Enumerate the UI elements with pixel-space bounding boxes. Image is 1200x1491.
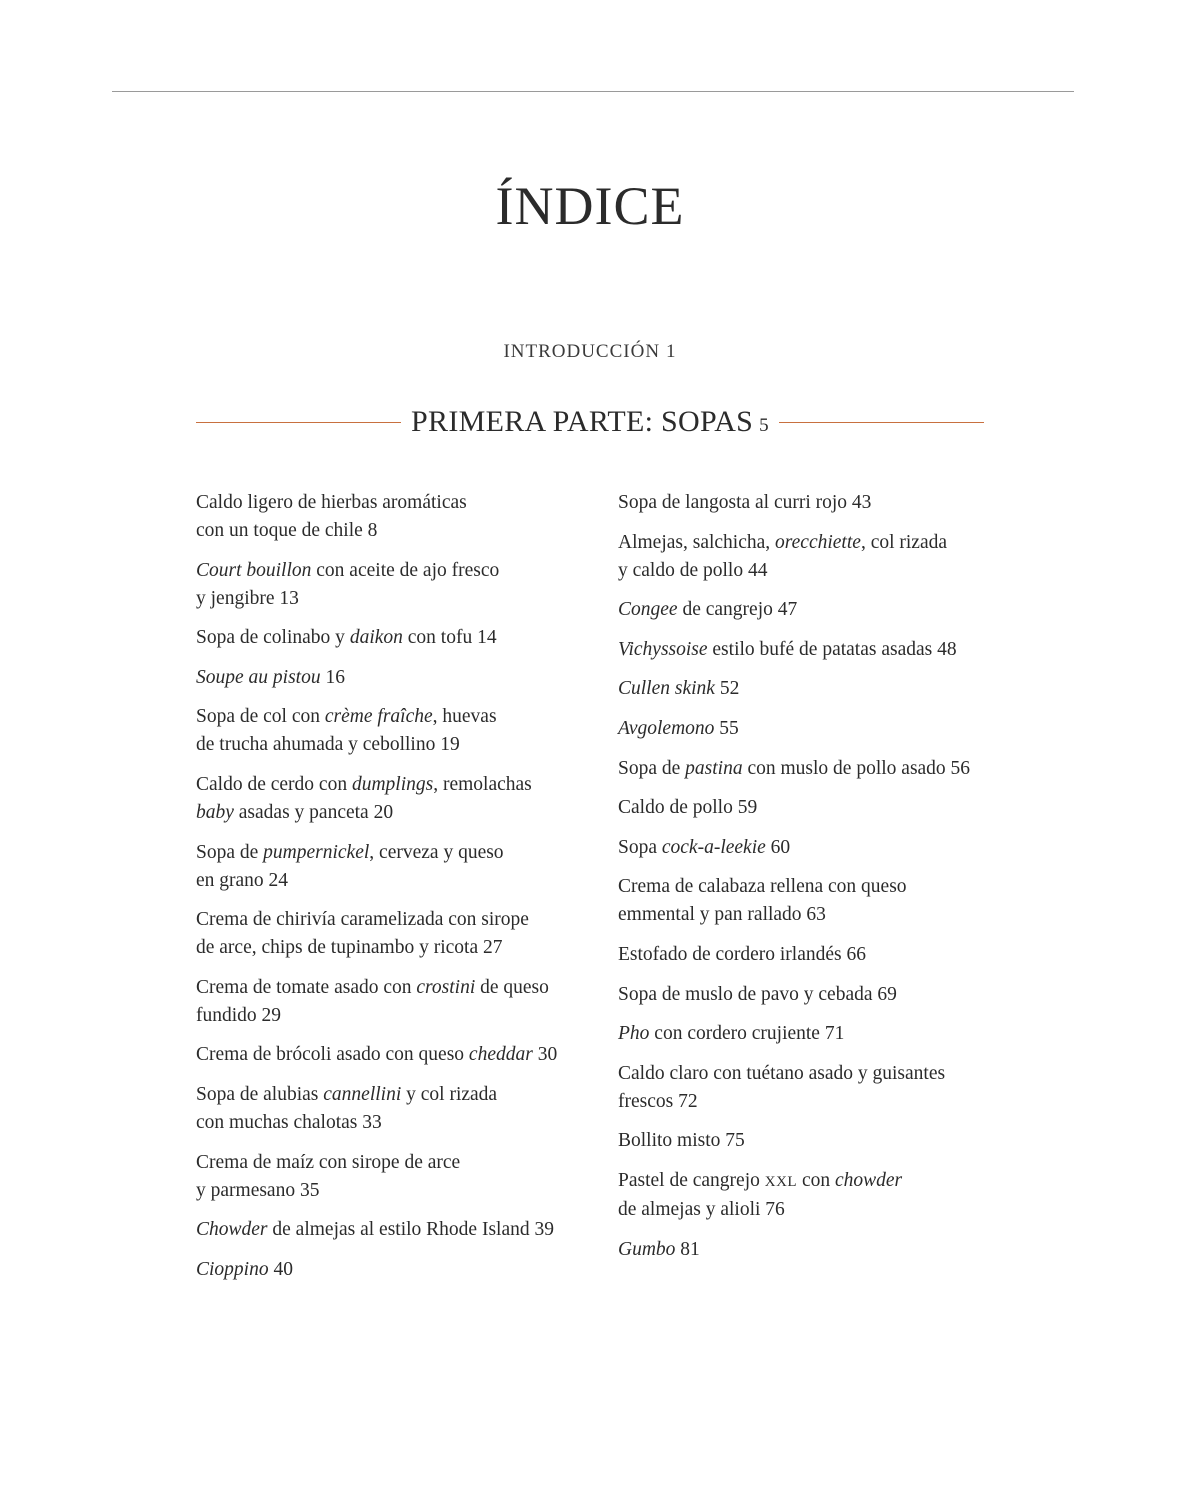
toc-text: frescos 72 (618, 1090, 698, 1112)
toc-entry (618, 755, 1018, 783)
toc-text: 16 (320, 666, 345, 688)
toc-entry-line (618, 794, 1018, 822)
toc-text: y col rizada (401, 1083, 498, 1105)
part-rule-right (779, 422, 984, 423)
toc-entry (618, 596, 1018, 624)
toc-entry-line (618, 755, 1018, 783)
toc-text: de almejas al estilo Rhode Island 39 (267, 1219, 554, 1241)
toc-entry-line (618, 1196, 1018, 1224)
toc-text: Gumbo (618, 1238, 676, 1260)
toc-entry-line (196, 664, 596, 692)
toc-text: Cullen skink (618, 678, 715, 700)
toc-entry (196, 489, 596, 545)
toc-text: , remolachas (433, 773, 532, 795)
toc-text: Bollito misto 75 (618, 1130, 745, 1152)
toc-entry-line (196, 489, 596, 517)
toc-entry-line (196, 906, 596, 934)
toc-text: Sopa de muslo de pavo y cebada 69 (618, 983, 897, 1005)
toc-entry-line (618, 675, 1018, 703)
toc-text: Sopa de (196, 841, 264, 863)
toc-text: Crema de tomate asado con (196, 976, 417, 998)
toc-text: Sopa de (618, 757, 686, 779)
toc-text: orecchiette (775, 531, 861, 553)
toc-entry-line (618, 901, 1018, 929)
toc-text: crostini (416, 976, 476, 998)
toc-text: 81 (675, 1238, 700, 1260)
toc-text: pumpernickel (263, 841, 370, 863)
toc-text: XXL (764, 1173, 798, 1190)
toc-entry (196, 1149, 596, 1205)
toc-text: Pastel de cangrejo (618, 1169, 765, 1191)
toc-entry-line (196, 1081, 596, 1109)
toc-entry-line (196, 1109, 596, 1137)
toc-text: emmental y pan rallado 63 (618, 904, 826, 926)
toc-entry (618, 981, 1018, 1009)
toc-entry (196, 664, 596, 692)
toc-text: crème fraîche (324, 706, 433, 728)
toc-text: y jengibre 13 (196, 587, 299, 609)
toc-entry (196, 839, 596, 895)
part-rule-left (196, 422, 401, 423)
toc-text: de trucha ahumada y cebollino 19 (196, 734, 460, 756)
toc-text: 55 (714, 717, 739, 739)
toc-entry (618, 529, 1018, 585)
toc-text: 40 (268, 1258, 293, 1280)
toc-entry-line (618, 596, 1018, 624)
toc-text: de almejas y alioli 76 (618, 1198, 785, 1220)
toc-text: con tofu 14 (402, 627, 497, 649)
intro-page-number: 1 (666, 341, 677, 362)
toc-entry-line (618, 636, 1018, 664)
toc-text: Crema de calabaza rellena con queso (618, 876, 907, 898)
toc-text: daikon (349, 627, 403, 649)
toc-entry-line (618, 529, 1018, 557)
toc-entry-line (196, 624, 596, 652)
toc-entry (196, 771, 596, 827)
toc-text: con aceite de ajo fresco (311, 559, 500, 581)
toc-text: Pho (618, 1023, 650, 1045)
toc-text: Crema de chirivía caramelizada con sirope (196, 909, 529, 931)
toc-text: de arce, chips de tupinambo y ricota 27 (196, 937, 503, 959)
toc-entry (618, 715, 1018, 743)
toc-text: Sopa de col con (196, 706, 325, 728)
toc-text: con muchas chalotas 33 (196, 1111, 382, 1133)
toc-text: de cangrejo 47 (677, 599, 798, 621)
toc-text: , cerveza y queso (369, 841, 504, 863)
toc-entry (196, 974, 596, 1030)
intro-entry (0, 341, 1180, 363)
toc-entry (196, 557, 596, 613)
intro-label: INTRODUCCIÓN (503, 341, 661, 362)
toc-entry-line (618, 1236, 1018, 1264)
toc-entry (196, 1081, 596, 1137)
toc-text: Vichyssoise (618, 638, 708, 660)
toc-entry-line (618, 489, 1018, 517)
toc-entry (196, 906, 596, 962)
part-heading (196, 405, 984, 439)
toc-entry (196, 703, 596, 759)
toc-entry-line (196, 1256, 596, 1284)
toc-text: Sopa de langosta al curri rojo 43 (618, 492, 872, 513)
toc-text: Crema de maíz con sirope de arce (196, 1151, 461, 1173)
toc-text: con (797, 1169, 835, 1191)
toc-entry-line (196, 839, 596, 867)
toc-column-left (196, 489, 596, 1295)
toc-text: con muslo de pollo asado 56 (742, 757, 971, 779)
toc-text: Sopa de alubias (196, 1083, 324, 1105)
toc-text: Chowder (196, 1219, 268, 1241)
toc-text: cock-a-leekie (661, 836, 766, 858)
toc-entry-line (196, 799, 596, 827)
toc-text: 30 (532, 1044, 558, 1066)
toc-entry-line (618, 981, 1018, 1009)
toc-entry-line (618, 1088, 1018, 1116)
part-title (401, 405, 779, 439)
part-label: PRIMERA PARTE: SOPAS (411, 405, 754, 438)
toc-text: asadas y panceta 20 (233, 801, 394, 823)
toc-text: cheddar (468, 1044, 533, 1066)
toc-entry-line (196, 1041, 596, 1069)
toc-entry-line (618, 834, 1018, 862)
toc-entry (618, 675, 1018, 703)
toc-text: Sopa de colinabo y (196, 627, 350, 649)
toc-column-right (618, 489, 1018, 1275)
part-page-number: 5 (759, 415, 769, 436)
toc-text: con un toque de chile 8 (196, 520, 378, 541)
toc-text: y parmesano 35 (196, 1179, 320, 1201)
toc-entry (196, 624, 596, 652)
toc-entry-line (618, 557, 1018, 585)
toc-entry (618, 489, 1018, 517)
toc-entry-line (196, 517, 596, 545)
toc-text: 52 (714, 678, 740, 700)
toc-entry (618, 941, 1018, 969)
toc-entry (196, 1216, 596, 1244)
toc-entry-line (196, 731, 596, 759)
toc-entry-line (618, 941, 1018, 969)
toc-entry (618, 636, 1018, 664)
toc-entry-line (196, 1177, 596, 1205)
toc-entry-line (196, 974, 596, 1002)
toc-text: de queso (475, 976, 549, 998)
toc-entry-line (618, 1127, 1018, 1155)
toc-text: baby (196, 801, 234, 823)
toc-text: , col rizada (860, 531, 948, 553)
toc-text: con cordero crujiente 71 (649, 1023, 845, 1045)
toc-text: Almejas, salchicha, (618, 531, 776, 553)
toc-entry (196, 1041, 596, 1069)
toc-entry (618, 1167, 1018, 1224)
toc-entry-line (618, 715, 1018, 743)
toc-text: Soupe au pistou (196, 666, 321, 688)
toc-text: estilo bufé de patatas asadas 48 (707, 638, 957, 660)
toc-text: dumplings (351, 773, 434, 795)
toc-text: Congee (618, 599, 678, 621)
toc-text: Estofado de cordero irlandés 66 (618, 943, 866, 965)
toc-text: Sopa (618, 836, 662, 858)
toc-entry-line (196, 557, 596, 585)
toc-entry (196, 1256, 596, 1284)
toc-text: Avgolemono (618, 717, 715, 739)
toc-text: Court bouillon (196, 559, 312, 581)
toc-entry-line (196, 867, 596, 895)
toc-entry (618, 1236, 1018, 1264)
toc-entry-line (618, 1060, 1018, 1088)
toc-text: chowder (834, 1169, 903, 1191)
toc-entry-line (196, 771, 596, 799)
toc-entry (618, 873, 1018, 929)
page-title: ÍNDICE (495, 176, 685, 236)
top-divider (112, 91, 1074, 92)
toc-entry-line (196, 1149, 596, 1177)
toc-entry (618, 834, 1018, 862)
toc-text: Cioppino (196, 1258, 269, 1280)
toc-text: Caldo ligero de hierbas aromáticas (196, 492, 467, 513)
toc-entry-line (618, 1167, 1018, 1196)
toc-text: y caldo de pollo 44 (618, 559, 768, 581)
toc-entry-line (196, 1002, 596, 1030)
toc-entry-line (196, 585, 596, 613)
toc-text: Crema de brócoli asado con queso (196, 1044, 469, 1066)
toc-text: en grano 24 (196, 869, 289, 891)
toc-entry (618, 1127, 1018, 1155)
toc-entry-line (196, 1216, 596, 1244)
toc-text: cannellini (323, 1083, 402, 1105)
toc-entry-line (196, 703, 596, 731)
toc-entry-line (196, 934, 596, 962)
toc-entry (618, 1060, 1018, 1116)
toc-text: Caldo claro con tuétano asado y guisantes (618, 1062, 946, 1084)
toc-entry-line (618, 1020, 1018, 1048)
toc-text: fundido 29 (196, 1004, 282, 1026)
toc-entry (618, 794, 1018, 822)
toc-text: 60 (765, 836, 791, 858)
toc-entry (618, 1020, 1018, 1048)
toc-text: , huevas (432, 706, 497, 728)
toc-entry-line (618, 873, 1018, 901)
toc-text: Caldo de cerdo con (196, 773, 352, 795)
toc-text: pastina (685, 757, 743, 779)
toc-text: Caldo de pollo 59 (618, 797, 758, 819)
